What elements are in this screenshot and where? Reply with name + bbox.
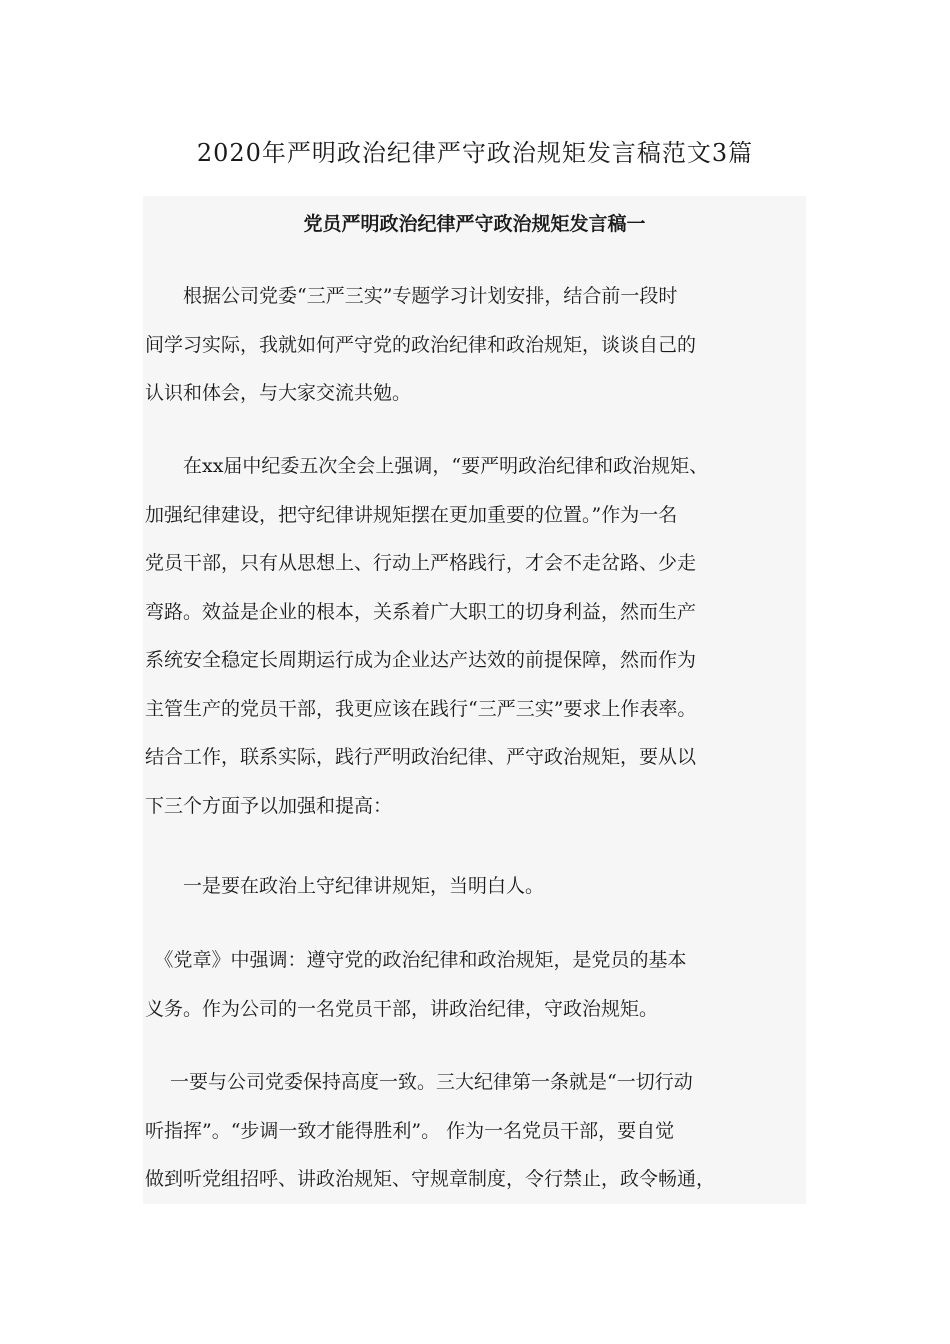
text-line: 加强纪律建设，把守纪律讲规矩摆在更加重要的位置。”作为一名 [145,503,678,526]
document-body [143,196,806,1204]
text-line: 弯路。效益是企业的根本，关系着广大职工的切身利益，然而生产 [145,600,697,623]
section-subtitle: 党员严明政治纪律严守政治规矩发言稿一 [303,213,646,235]
paragraph-1 [145,272,806,418]
text-line: 根据公司党委“三严三实”专题学习计划安排，结合前一段时 [145,285,678,307]
text-line: 在xx届中纪委五次全会上强调，“要严明政治纪律和政治规矩、 [145,455,709,477]
paragraph-5 [145,1058,806,1204]
text-line: 《党章》中强调：遵守党的政治纪律和政治规矩，是党员的基本 [145,949,687,971]
document-title: 2020年严明政治纪律严守政治规矩发言稿范文3篇 [196,139,754,167]
text-line: 系统安全稳定长周期运行成为企业达产达效的前提保障，然而作为 [145,649,697,671]
text-line: 党员干部，只有从思想上、行动上严格践行，才会不走岔路、少走 [145,552,697,574]
text-line: 结合工作，联系实际，践行严明政治纪律、严守政治规矩，要从以 [145,746,697,768]
text-line: 一要与公司党委保持高度一致。三大纪律第一条就是“一切行动 [145,1071,693,1093]
text-line: 听指挥”。“步调一致才能得胜利”。 作为一名党员干部，要自觉 [145,1119,675,1142]
text-line: 一是要在政治上守纪律讲规矩，当明白人。 [145,875,545,897]
paragraph-2 [145,442,806,830]
text-line: 主管生产的党员干部，我更应该在践行“三严三实”要求上作表率。 [145,697,697,720]
text-line: 下三个方面予以加强和提高： [145,794,393,817]
text-line: 间学习实际，我就如何严守党的政治纪律和政治规矩，谈谈自己的 [145,333,697,356]
paragraph-3 [145,862,806,911]
text-line: 义务。作为公司的一名党员干部，讲政治纪律，守政治规矩。 [145,997,659,1020]
paragraph-4 [145,936,806,1033]
text-line: 认识和体会，与大家交流共勉。 [145,382,412,404]
text-line: 做到听党组招呼、讲政治规矩、守规章制度，令行禁止，政令畅通， [145,1168,716,1190]
